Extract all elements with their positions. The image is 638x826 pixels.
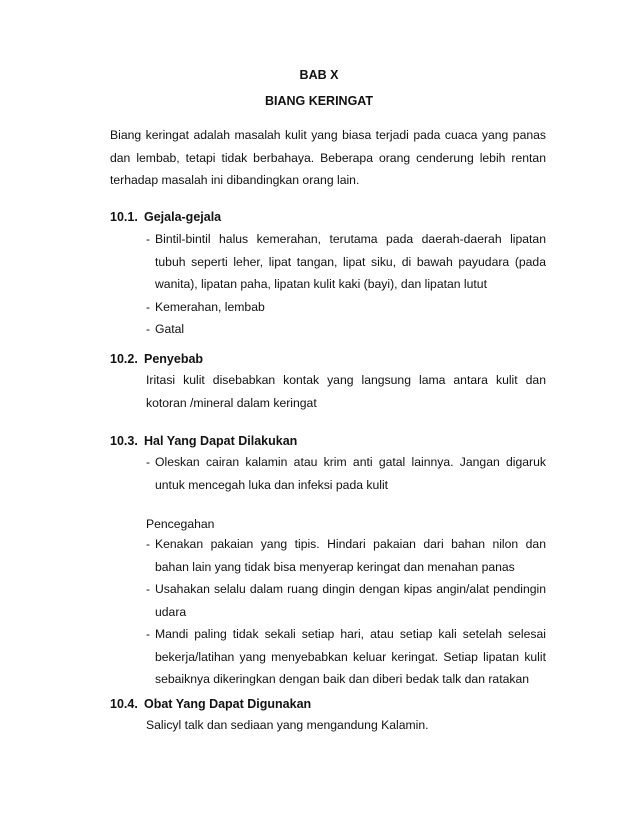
chapter-title: BIANG KERINGAT — [264, 94, 374, 108]
section-title: Gejala-gejala — [144, 210, 222, 224]
actions-list — [146, 451, 546, 496]
chapter-label: BAB X — [299, 68, 339, 82]
intro-paragraph: Biang keringat adalah masalah kulit yang biasa terjadi pada cuaca yang panas dan lembab, tetapi tidak berbahaya. Beberapa orang cenderung lebih rentan terhadap masalah ini dibandingkan orang lain. — [110, 128, 546, 187]
list-item: - Usahakan selalu dalam ruang dingin dengan kipas angin/alat pendingin udara — [146, 582, 546, 619]
prevention-list — [146, 533, 546, 691]
medicine-paragraph: Salicyl talk dan sediaan yang mengandung Kalamin. — [146, 718, 429, 732]
prevention-label: Pencegahan — [146, 517, 215, 531]
section-title: Obat Yang Dapat Digunakan — [144, 697, 312, 711]
list-item: - Oleskan cairan kalamin atau krim anti gatal lainnya. Jangan digaruk untuk mencegah luka dan infeksi pada kulit — [146, 455, 546, 492]
section-heading-gejala — [110, 210, 221, 224]
list-item: - Kenakan pakaian yang tipis. Hindari pakaian dari bahan nilon dan bahan lain yang tidak bisa menyerap keringat dan menahan panas — [146, 537, 546, 574]
list-item: - Mandi paling tidak sekali setiap hari, atau setiap kali setelah selesai bekerja/latihan yang menyebabkan keluar keringat. Setiap lipatan kulit sebaiknya dikeringkan dengan baik dan diberi bedak talk dan ratakan — [146, 627, 546, 686]
section-title: Penyebab — [144, 352, 204, 366]
symptoms-list — [146, 228, 546, 341]
section-heading-obat — [110, 697, 311, 711]
section-heading-penyebab — [110, 352, 203, 366]
section-number: 10.2. — [110, 352, 138, 366]
section-number: 10.3. — [110, 434, 138, 448]
cause-paragraph: Iritasi kulit disebabkan kontak yang langsung lama antara kulit dan kotoran /mineral dalam keringat — [146, 373, 546, 410]
list-item: - Bintil-bintil halus kemerahan, terutama pada daerah-daerah lipatan tubuh seperti leher, lipat tangan, lipat siku, di bawah payudara (pada wanita), lipatan paha, lipatan kulit kaki (bayi), dan lipatan lutut — [146, 232, 546, 291]
section-number: 10.1. — [110, 210, 138, 224]
list-item: - Gatal — [146, 322, 185, 336]
section-title: Hal Yang Dapat Dilakukan — [144, 434, 298, 448]
section-number: 10.4. — [110, 697, 138, 711]
section-heading-tindakan — [110, 434, 297, 448]
list-item: - Kemerahan, lembab — [146, 299, 265, 314]
